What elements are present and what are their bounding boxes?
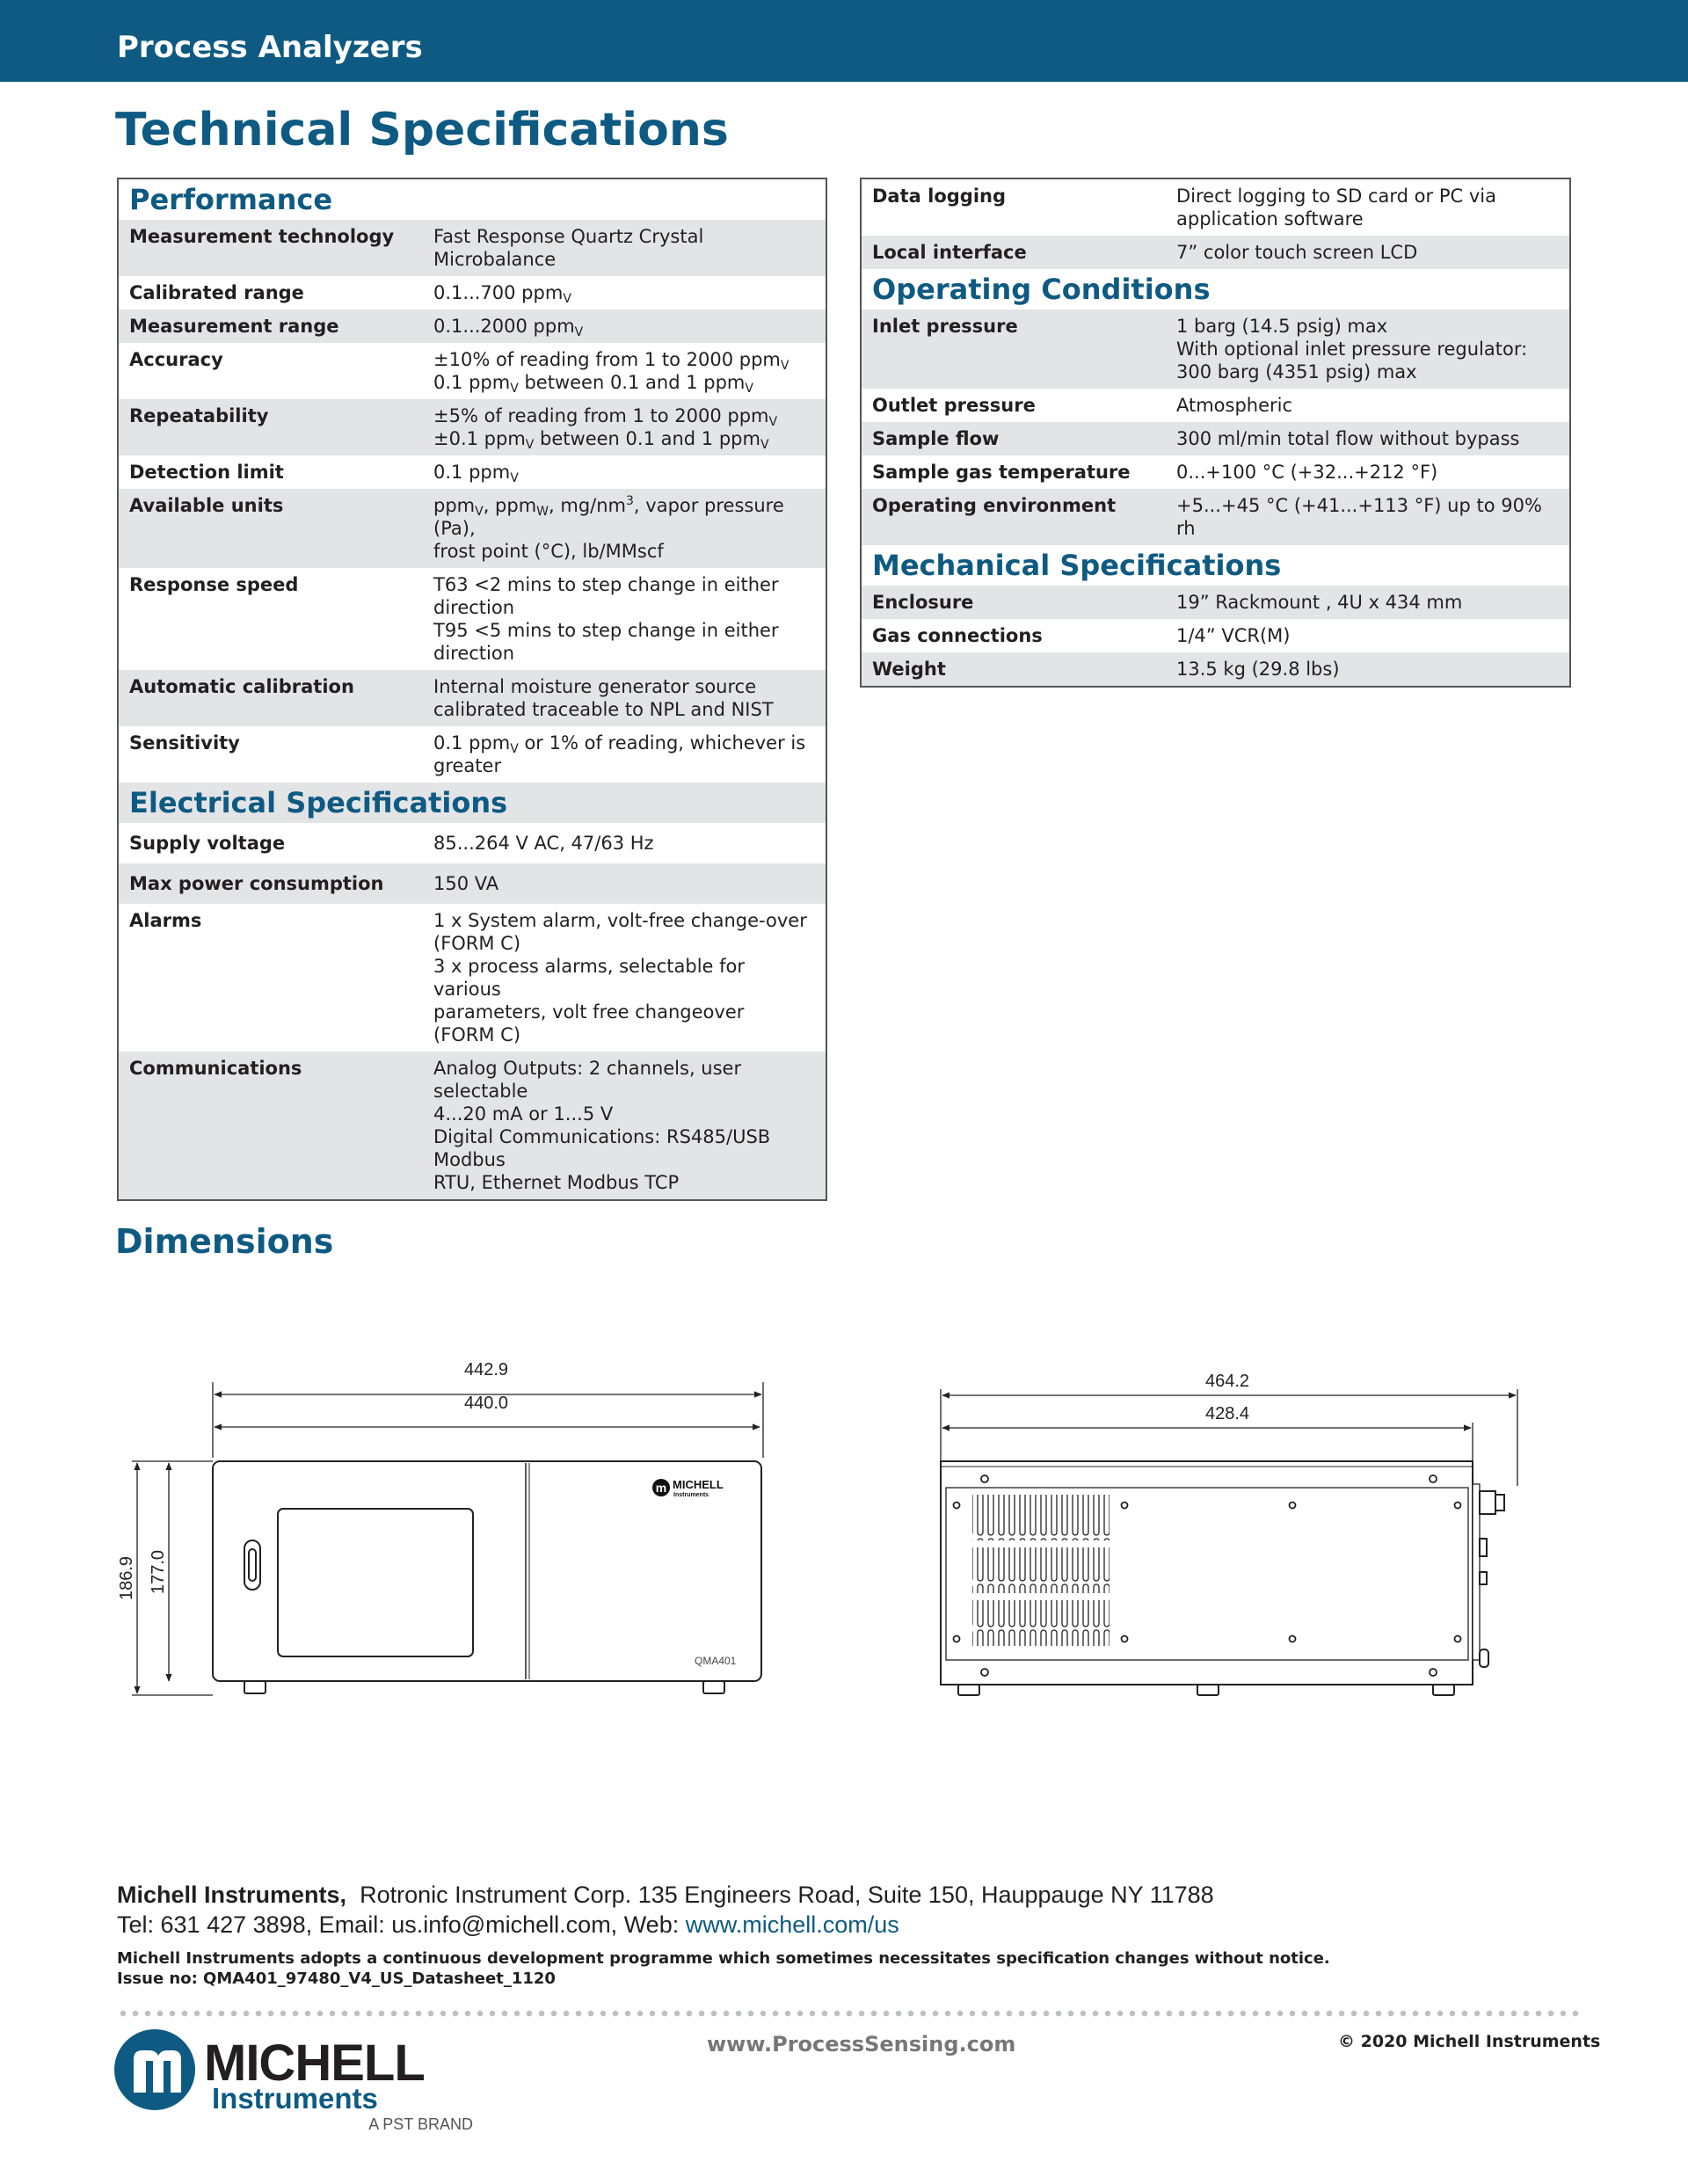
dim-overall-width: 442.9 bbox=[463, 1360, 509, 1380]
spec-label: Sensitivity bbox=[129, 732, 240, 753]
spec-value: 1 x System alarm, volt-free change-over (FORM C) 3 x process alarms, selectable for various parameters, volt free changeover (FORM C) bbox=[433, 910, 807, 1045]
spec-label: Communications bbox=[119, 1052, 423, 1199]
spec-label: Max power consumption bbox=[119, 863, 423, 904]
spec-value: 7” color touch screen LCD bbox=[1166, 236, 1569, 269]
spec-value: ±10% of reading from 1 to 2000 ppm$_V$ 0.1 ppm$_V$ between 0.1 and 1 ppm$_V$ bbox=[433, 349, 789, 396]
spec-value: 85...264 V AC, 47/63 Hz bbox=[433, 833, 654, 854]
spec-value: ±5% of reading from 1 to 2000 ppm$_V$ ±0.1 ppm$_V$ between 0.1 and 1 ppm$_V$ bbox=[423, 399, 826, 455]
dim-overall-height: 186.9 bbox=[117, 1555, 136, 1601]
spec-label: Available units bbox=[119, 489, 423, 568]
page-title: Technical Specifications bbox=[115, 104, 729, 157]
spec-row bbox=[862, 489, 1569, 545]
spec-value: 1 barg (14.5 psig) max With optional inlet pressure regulator: 300 barg (4351 psig) max bbox=[1166, 309, 1569, 389]
spec-row bbox=[862, 652, 1569, 686]
svg-text:m: m bbox=[655, 1481, 667, 1495]
spec-label: Weight bbox=[862, 652, 1166, 686]
spec-row bbox=[862, 455, 1569, 489]
svg-text:MICHELL: MICHELL bbox=[673, 1478, 724, 1491]
spec-label: Data logging bbox=[872, 186, 1006, 207]
dim-body-depth: 428.4 bbox=[1204, 1404, 1250, 1423]
spec-row bbox=[119, 670, 826, 726]
spec-label: Supply voltage bbox=[129, 833, 286, 854]
side-view-drawing bbox=[923, 1354, 1626, 1723]
spec-row bbox=[119, 455, 826, 489]
address: Rotronic Instrument Corp. 135 Engineers Road, Suite 150, Hauppauge NY 11788 bbox=[360, 1882, 1214, 1908]
spec-row bbox=[119, 1052, 826, 1199]
spec-row bbox=[862, 309, 1569, 389]
dimensions-title: Dimensions bbox=[115, 1222, 334, 1261]
spec-value: 19” Rackmount , 4U x 434 mm bbox=[1166, 586, 1569, 619]
spec-row bbox=[119, 904, 826, 1052]
spec-value: Fast Response Quartz Crystal Microbalance bbox=[423, 220, 826, 276]
section-title-electrical: Electrical Specifications bbox=[119, 783, 826, 823]
disclaimer: Michell Instruments adopts a continuous development programme which sometimes necessitates specification changes without notice. bbox=[117, 1949, 1330, 1968]
spec-value: Atmospheric bbox=[1176, 395, 1293, 416]
company-name: Michell Instruments, bbox=[117, 1882, 347, 1908]
web-link[interactable]: www.michell.com/us bbox=[685, 1911, 899, 1938]
spec-value: 300 ml/min total flow without bypass bbox=[1166, 422, 1569, 455]
section-title-performance: Performance bbox=[129, 183, 333, 216]
spec-label: Automatic calibration bbox=[119, 670, 423, 726]
header-title: Process Analyzers bbox=[117, 30, 423, 65]
spec-row bbox=[119, 309, 826, 343]
spec-value: 0...+100 °C (+32...+212 °F) bbox=[1176, 462, 1438, 483]
spec-label: Measurement technology bbox=[119, 220, 423, 276]
spec-label: Sample gas temperature bbox=[872, 462, 1131, 483]
spec-value: T63 <2 mins to step change in either direction T95 <5 mins to step change in either direction bbox=[433, 574, 779, 664]
issue-number: Issue no: QMA401_97480_V4_US_Datasheet_1120 bbox=[117, 1969, 556, 1988]
spec-label: Repeatability bbox=[119, 399, 423, 455]
spec-row bbox=[862, 619, 1569, 652]
spec-row bbox=[119, 823, 826, 863]
footer-note bbox=[117, 1948, 1330, 1989]
spec-label: Accuracy bbox=[129, 349, 223, 370]
footer-address bbox=[117, 1880, 1214, 1940]
spec-label: Gas connections bbox=[872, 625, 1043, 646]
spec-row bbox=[862, 422, 1569, 455]
section-title-operating: Operating Conditions bbox=[872, 273, 1211, 306]
spec-value: 13.5 kg (29.8 lbs) bbox=[1166, 652, 1569, 686]
header-band bbox=[0, 0, 1688, 82]
spec-value: 0.1...2000 ppm$_V$ bbox=[423, 309, 826, 343]
spec-value: 0.1 ppm$_V$ bbox=[433, 462, 519, 485]
logo-main-text: MICHELL bbox=[204, 2035, 425, 2092]
copyright: © 2020 Michell Instruments bbox=[1338, 2032, 1601, 2051]
section-title-mechanical: Mechanical Specifications bbox=[872, 549, 1282, 582]
left-spec-table bbox=[117, 178, 827, 1201]
svg-text:Instruments: Instruments bbox=[673, 1492, 709, 1498]
dotted-divider bbox=[117, 2009, 1579, 2018]
process-sensing-site[interactable]: www.ProcessSensing.com bbox=[707, 2032, 1016, 2057]
spec-value: ppm$_V$, ppm$_W$, $mg/nm^3$, vapor pressure (Pa), frost point (°C), lb/MMscf bbox=[423, 489, 826, 568]
contact: Tel: 631 427 3898, Email: us.info@michell.com, Web: bbox=[117, 1911, 686, 1938]
spec-label: Calibrated range bbox=[129, 282, 304, 303]
logo-brand-text: A PST BRAND bbox=[368, 2115, 473, 2133]
spec-value: Analog Outputs: 2 channels, user selectable 4...20 mA or 1...5 V Digital Communications: RS485/USB Modbus RTU, Ethernet Modbus TCP bbox=[423, 1052, 826, 1199]
spec-label: Alarms bbox=[129, 910, 202, 931]
spec-label: Outlet pressure bbox=[872, 395, 1036, 416]
dim-body-width: 440.0 bbox=[463, 1394, 509, 1413]
spec-value: +5...+45 °C (+41...+113 °F) up to 90% rh bbox=[1166, 489, 1569, 545]
spec-value: 0.1...700 ppm$_V$ bbox=[433, 282, 571, 306]
right-spec-table bbox=[860, 178, 1571, 688]
spec-row bbox=[862, 236, 1569, 269]
spec-row bbox=[119, 568, 826, 670]
spec-value: Direct logging to SD card or PC via application software bbox=[1176, 186, 1496, 229]
front-view-drawing bbox=[106, 1345, 774, 1714]
spec-label: Measurement range bbox=[119, 309, 423, 343]
spec-value: Internal moisture generator source calibrated traceable to NPL and NIST bbox=[423, 670, 826, 726]
model-label: QMA401 bbox=[695, 1655, 737, 1667]
spec-row bbox=[862, 586, 1569, 619]
spec-row bbox=[119, 489, 826, 568]
spec-value: 1/4” VCR(M) bbox=[1176, 625, 1291, 646]
spec-row bbox=[119, 399, 826, 455]
logo-sub-text: Instruments bbox=[212, 2082, 378, 2115]
spec-label: Enclosure bbox=[862, 586, 1166, 619]
spec-row bbox=[119, 220, 826, 276]
spec-row bbox=[862, 389, 1569, 422]
spec-row bbox=[119, 276, 826, 309]
spec-value: 0.1 ppm$_V$ or 1% of reading, whichever is greater bbox=[433, 732, 806, 776]
spec-label: Detection limit bbox=[129, 462, 284, 483]
spec-label: Response speed bbox=[129, 574, 299, 595]
spec-row bbox=[862, 179, 1569, 236]
spec-label: Inlet pressure bbox=[862, 309, 1166, 389]
spec-label: Local interface bbox=[862, 236, 1166, 269]
spec-label: Operating environment bbox=[862, 489, 1166, 545]
spec-label: Sample flow bbox=[862, 422, 1166, 455]
dim-body-height: 177.0 bbox=[149, 1549, 168, 1595]
spec-value: 150 VA bbox=[423, 863, 826, 904]
spec-row bbox=[119, 726, 826, 783]
spec-row bbox=[119, 863, 826, 904]
dim-overall-depth: 464.2 bbox=[1204, 1372, 1250, 1391]
spec-row bbox=[119, 343, 826, 399]
michell-logo bbox=[113, 2020, 499, 2135]
